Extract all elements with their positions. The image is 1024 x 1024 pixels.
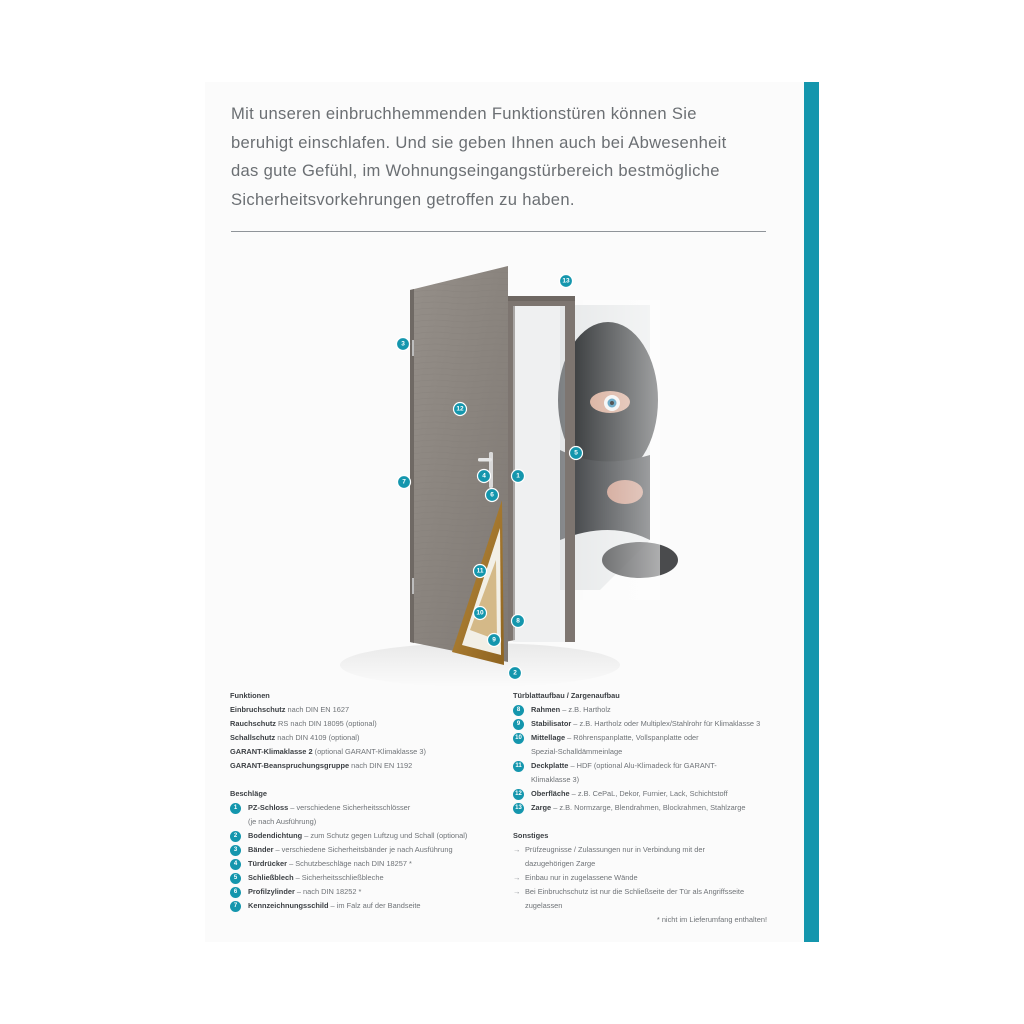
function-item: Einbruchschutz nach DIN EN 1627 xyxy=(230,705,350,714)
function-item: Schallschutz nach DIN 4109 (optional) xyxy=(230,733,360,742)
hardware-item: 3 Bänder – verschiedene Sicherheitsbänder je nach Ausführung xyxy=(230,843,500,857)
door-frame xyxy=(505,296,575,642)
number-badge: 2 xyxy=(230,831,241,842)
hardware-item: 4 Türdrücker – Schutzbeschläge nach DIN 18257 * xyxy=(230,857,500,871)
svg-text:4: 4 xyxy=(482,472,486,480)
marker-9 xyxy=(488,634,501,647)
marker-10 xyxy=(474,607,487,620)
hardware-item: 6 Profilzylinder – nach DIN 18252 * xyxy=(230,885,500,899)
number-badge: 8 xyxy=(513,705,524,716)
door-leaf xyxy=(410,266,508,665)
hardware-item: 2 Bodendichtung – zum Schutz gegen Luftzug und Schall (optional) xyxy=(230,829,500,843)
marker-13 xyxy=(560,275,573,288)
function-item: GARANT-Beanspruchungsgruppe nach DIN EN 1192 xyxy=(230,761,413,770)
left-column xyxy=(230,689,500,913)
svg-text:1: 1 xyxy=(516,472,520,480)
misc-item: → Bei Einbruchschutz ist nur die Schließseite der Tür als Angriffsseite zugelassen xyxy=(513,887,745,910)
marker-8 xyxy=(512,615,525,628)
svg-text:8: 8 xyxy=(516,617,520,625)
intro-line: beruhigt einschlafen. Und sie geben Ihnen auch bei Abwesenheit xyxy=(231,132,727,152)
misc-heading: Sonstiges xyxy=(513,831,549,840)
marker-12 xyxy=(454,403,467,416)
misc-item: → Prüfzeugnisse / Zulassungen nur in Verbindung mit der dazugehörigen Zarge xyxy=(513,845,705,868)
marker-3 xyxy=(397,338,410,351)
construction-item: 11 Deckplatte – HDF (optional Alu-Klimadeck für GARANT- Klimaklasse 3) xyxy=(513,759,773,787)
right-column xyxy=(513,689,773,927)
arrow-right-icon: → xyxy=(513,887,521,896)
svg-text:13: 13 xyxy=(562,277,570,285)
hardware-item: 7 Kennzeichnungsschild – im Falz auf der Bandseite xyxy=(230,899,500,913)
hardware-item: 1 PZ-Schloss – verschiedene Sicherheitsschlösser (je nach Ausführung) xyxy=(230,801,500,829)
marker-11 xyxy=(474,565,487,578)
number-badge: 13 xyxy=(513,803,524,814)
marker-4 xyxy=(478,470,491,483)
functions-heading: Funktionen xyxy=(230,691,270,700)
number-badge: 4 xyxy=(230,859,241,870)
arrow-right-icon: → xyxy=(513,845,521,854)
number-badge: 3 xyxy=(230,845,241,856)
svg-text:10: 10 xyxy=(476,609,484,617)
svg-text:12: 12 xyxy=(456,405,464,413)
construction-item: 8 Rahmen – z.B. Hartholz xyxy=(513,703,773,717)
svg-text:11: 11 xyxy=(476,567,484,575)
number-badge: 11 xyxy=(513,761,524,772)
intro-line: das gute Gefühl, im Wohnungseingangstürbereich bestmögliche xyxy=(231,161,720,180)
number-badge: 10 xyxy=(513,733,524,744)
construction-item: 12 Oberfläche – z.B. CePaL, Dekor, Furnier, Lack, Schichtstoff xyxy=(513,787,773,801)
svg-text:9: 9 xyxy=(492,636,496,644)
hardware-heading: Beschläge xyxy=(230,789,267,798)
construction-item: 9 Stabilisator – z.B. Hartholz oder Multiplex/Stahlrohr für Klimaklasse 3 xyxy=(513,717,773,731)
construction-item: 10 Mittellage – Röhrenspanplatte, Vollspanplatte oder Spezial-Schalldämmeinlage xyxy=(513,731,773,759)
function-item: Rauchschutz RS nach DIN 18095 (optional) xyxy=(230,719,377,728)
marker-7 xyxy=(398,476,411,489)
svg-text:6: 6 xyxy=(490,491,494,499)
construction-item: 13 Zarge – z.B. Normzarge, Blendrahmen, Blockrahmen, Stahlzarge xyxy=(513,801,773,815)
footnote: * nicht im Lieferumfang enthalten! xyxy=(656,915,767,924)
number-badge: 9 xyxy=(513,719,524,730)
number-badge: 1 xyxy=(230,803,241,814)
marker-5 xyxy=(570,447,583,460)
number-badge: 6 xyxy=(230,887,241,898)
svg-text:2: 2 xyxy=(513,669,517,677)
number-badge: 7 xyxy=(230,901,241,912)
svg-text:5: 5 xyxy=(574,449,578,457)
intro-line: Sicherheitsvorkehrungen getroffen zu haben. xyxy=(231,189,575,209)
function-item: GARANT-Klimaklasse 2 (optional GARANT-Klimaklasse 3) xyxy=(230,747,426,756)
arrow-right-icon: → xyxy=(513,873,521,882)
number-badge: 12 xyxy=(513,789,524,800)
svg-text:7: 7 xyxy=(402,478,406,486)
marker-6 xyxy=(486,489,499,502)
number-badge: 5 xyxy=(230,873,241,884)
marker-1 xyxy=(512,470,525,483)
misc-item: → Einbau nur in zugelassene Wände xyxy=(513,871,773,885)
intro-line: Mit unseren einbruchhemmenden Funktionstüren können Sie xyxy=(231,104,697,123)
svg-text:3: 3 xyxy=(401,340,405,348)
hardware-item: 5 Schließblech – Sicherheitsschließbleche xyxy=(230,871,500,885)
construction-heading: Türblattaufbau / Zargenaufbau xyxy=(513,691,620,700)
marker-2 xyxy=(509,667,522,680)
